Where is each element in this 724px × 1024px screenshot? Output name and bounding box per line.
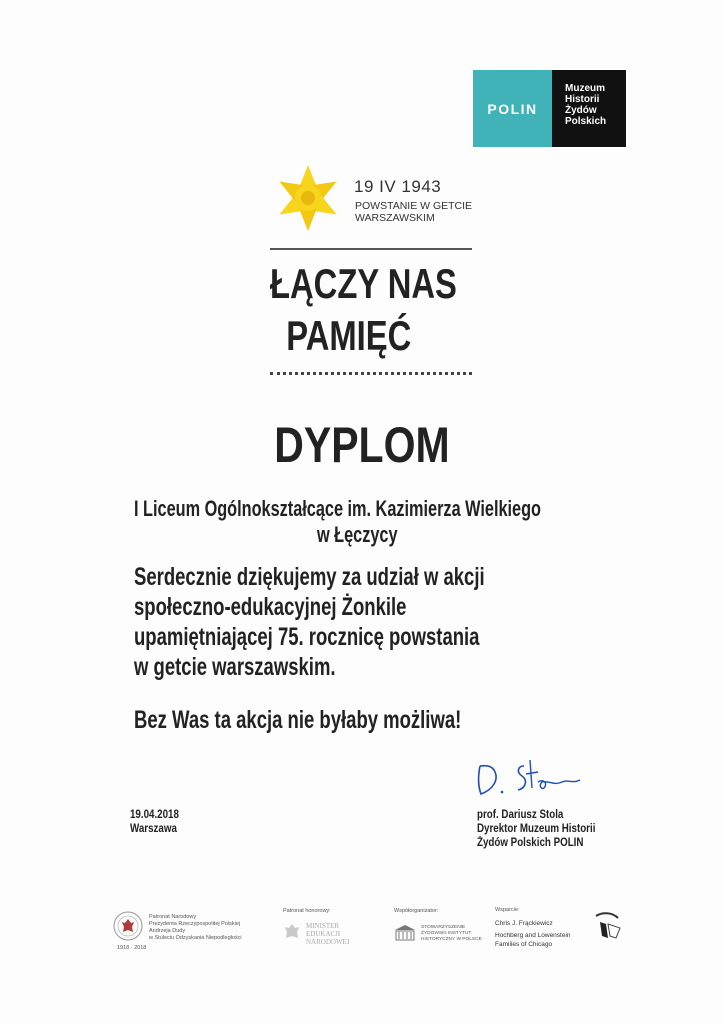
signatory-line: Dyrektor Muzeum Historii <box>477 823 596 835</box>
header-divider <box>270 248 472 250</box>
issue-place: Warszawa <box>130 823 177 835</box>
closing-line: Bez Was ta akcja nie byłaby możliwa! <box>134 706 462 734</box>
eagle-emblem-icon <box>283 922 301 942</box>
logo-name-line: Polskich <box>565 116 607 127</box>
ministry-line: MINISTER <box>306 922 340 930</box>
coorganizer-label: Współorganizator: <box>394 908 439 914</box>
signatory-line: Żydów Polskich POLIN <box>477 837 584 849</box>
institute-building-icon <box>393 924 417 942</box>
supporter-logo-icon <box>592 910 624 942</box>
patronat-line: w Stuleciu Odzyskania Niepodległości <box>149 935 242 941</box>
support-line: Chris J. Frąckiewicz <box>495 920 553 927</box>
logo-name-line: Żydów <box>565 105 597 116</box>
event-subtitle-line: POWSTANIE W GETCIE <box>355 200 473 212</box>
message-line: upamiętniającej 75. rocznicę powstania <box>134 623 480 651</box>
issue-date: 19.04.2018 <box>130 809 179 821</box>
support-label: Wsparcie: <box>495 907 520 913</box>
dotted-divider <box>270 372 472 375</box>
patronat-line: Patronat Narodowy <box>149 914 197 920</box>
support-line: Families of Chicago <box>495 941 553 948</box>
motto-line: PAMIĘĆ <box>286 312 412 359</box>
diploma-title <box>0 416 724 474</box>
patronat-line: Andrzeja Dudy <box>149 928 186 934</box>
honorary-patronage-label: Patronat honorowy: <box>283 908 331 914</box>
patronat-years: 1918 · 2018 <box>117 945 147 951</box>
polin-logo-name <box>552 70 626 147</box>
ministry-line: EDUKACJI <box>306 930 341 938</box>
diploma-title-text: DYPLOM <box>274 417 450 473</box>
message-line: społeczno-edukacyjnej Żonkile <box>134 593 407 621</box>
support-line: Hochberg and Lowenstein <box>495 932 571 939</box>
ministry-line: NARODOWEJ <box>306 938 350 946</box>
coorganizer-line: ŻYDOWSKI INSTYTUT <box>421 931 472 936</box>
recipient-line: w Łęczycy <box>317 522 398 547</box>
signature-image <box>472 752 587 800</box>
message-line: w getcie warszawskim. <box>134 653 336 681</box>
motto-line: ŁĄCZY NAS <box>270 260 457 307</box>
polin-logo-brand: POLIN <box>473 70 552 147</box>
recipient-line: I Liceum Ogólnokształcące im. Kazimierza Wielkiego <box>134 496 541 521</box>
coorganizer-line: STOWARZYSZENIE <box>421 925 466 930</box>
signatory-line: prof. Dariusz Stola <box>477 809 564 821</box>
logo-name-line: Historii <box>565 94 600 105</box>
polin-logo <box>473 70 626 147</box>
message-line: Serdecznie dziękujemy za udział w akcji <box>134 563 485 591</box>
logo-name-line: Muzeum <box>565 83 605 94</box>
presidential-seal-icon <box>112 910 144 942</box>
patronat-line: Prezydenta Rzeczypospolitej Polskiej <box>149 921 241 927</box>
event-subtitle-line: WARSZAWSKIM <box>355 212 435 224</box>
coorganizer-line: HISTORYCZNY W POLSCE <box>421 937 482 942</box>
event-date: 19 IV 1943 <box>354 177 442 196</box>
daffodil-icon <box>273 163 343 233</box>
